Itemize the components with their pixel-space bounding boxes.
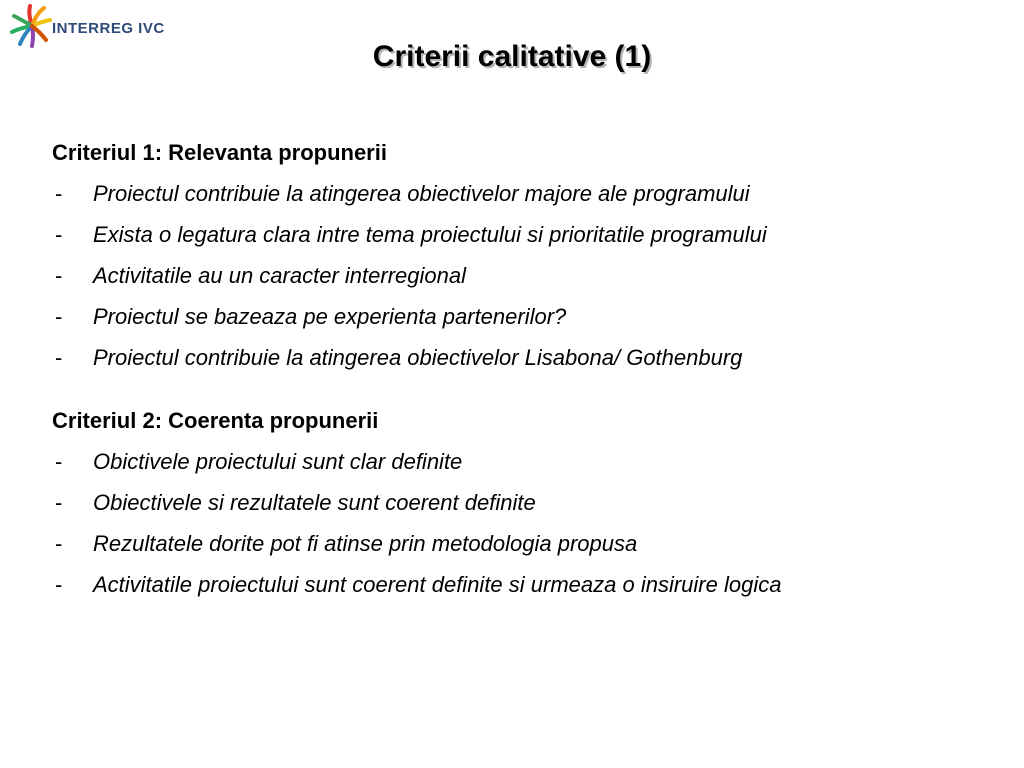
- list-item-text: Obictivele proiectului sunt clar definite: [93, 449, 463, 474]
- logo-text: INTERREG IVC: [52, 20, 165, 37]
- list-item: [52, 486, 992, 519]
- bullet-dash: -: [55, 449, 63, 474]
- criterion-2-heading: Criteriul 2: Coerenta propunerii: [52, 408, 379, 433]
- bullet-dash: -: [55, 222, 63, 247]
- bullet-dash: -: [55, 490, 63, 515]
- criterion-2-section: [52, 405, 992, 601]
- list-item: [52, 259, 992, 292]
- page-title: Criterii calitative (1): [372, 40, 652, 73]
- list-item: [52, 445, 992, 478]
- list-item-text: Proiectul se bazeaza pe experienta partenerilor?: [93, 304, 567, 329]
- list-item: [52, 527, 992, 560]
- list-item: [52, 218, 992, 251]
- criterion-2-list: [52, 445, 992, 601]
- list-item-text: Exista o legatura clara intre tema proiectului si prioritatile programului: [93, 222, 767, 247]
- list-item-text: Activitatile proiectului sunt coerent definite si urmeaza o insiruire logica: [93, 572, 782, 597]
- list-item: [52, 341, 992, 374]
- list-item-text: Activitatile au un caracter interregional: [93, 263, 466, 288]
- bullet-dash: -: [55, 263, 63, 288]
- criterion-1-section: [52, 137, 992, 374]
- bullet-dash: -: [55, 181, 63, 206]
- list-item-text: Proiectul contribuie la atingerea obiectivelor majore ale programului: [93, 181, 750, 206]
- list-item: [52, 300, 992, 333]
- criterion-1-list: [52, 177, 992, 374]
- list-item-text: Rezultatele dorite pot fi atinse prin metodologia propusa: [93, 531, 638, 556]
- bullet-dash: -: [55, 531, 63, 556]
- slide-content: [52, 137, 992, 601]
- bullet-dash: -: [55, 345, 63, 370]
- list-item: [52, 177, 992, 210]
- bullet-dash: -: [55, 572, 63, 597]
- criterion-1-heading: Criteriul 1: Relevanta propunerii: [52, 140, 387, 165]
- list-item: [52, 568, 992, 601]
- bullet-dash: -: [55, 304, 63, 329]
- list-item-text: Proiectul contribuie la atingerea obiectivelor Lisabona/ Gothenburg: [93, 345, 743, 370]
- list-item-text: Obiectivele si rezultatele sunt coerent definite: [93, 490, 536, 515]
